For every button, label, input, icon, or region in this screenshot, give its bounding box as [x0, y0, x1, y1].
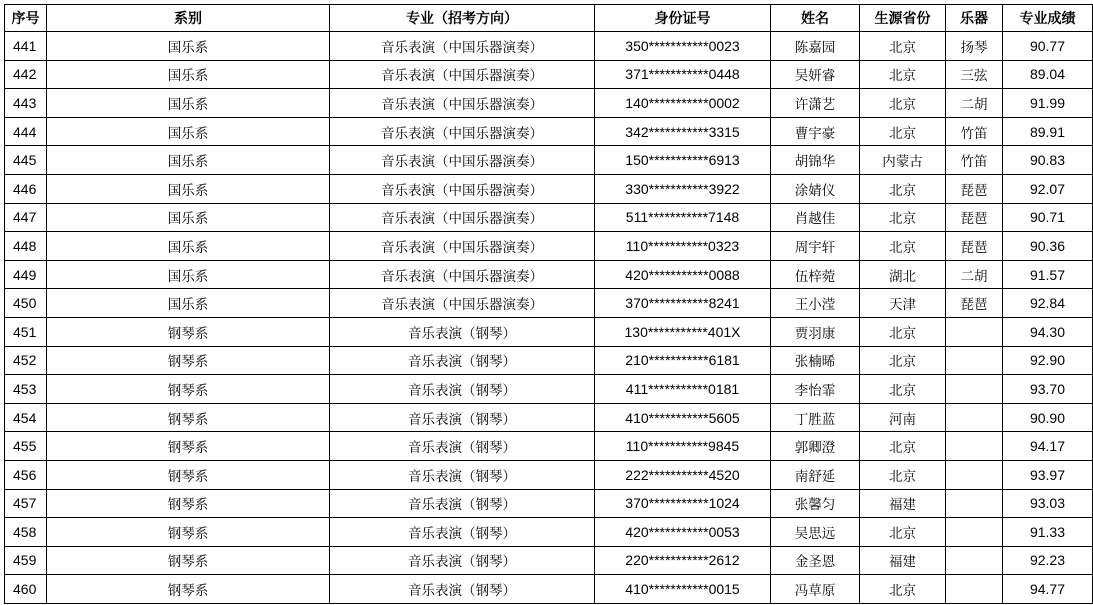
cell-id-number: 370***********8241 — [595, 289, 771, 318]
cell-province: 北京 — [860, 346, 946, 375]
cell-major: 音乐表演（钢琴） — [330, 518, 595, 547]
table-row — [5, 403, 1093, 432]
cell-name: 李怡霏 — [771, 375, 860, 404]
cell-province: 天津 — [860, 289, 946, 318]
cell-name: 南舒延 — [771, 460, 860, 489]
column-header-score: 专业成绩 — [1003, 5, 1093, 32]
cell-name: 肖越佳 — [771, 203, 860, 232]
cell-department: 国乐系 — [47, 89, 330, 118]
cell-name: 吴妍睿 — [771, 60, 860, 89]
cell-province: 北京 — [860, 518, 946, 547]
table-row — [5, 489, 1093, 518]
cell-major: 音乐表演（钢琴） — [330, 575, 595, 604]
table-row — [5, 232, 1093, 261]
cell-score: 89.04 — [1003, 60, 1093, 89]
cell-score: 94.30 — [1003, 317, 1093, 346]
column-header-department: 系别 — [47, 5, 330, 32]
cell-province: 内蒙古 — [860, 146, 946, 175]
cell-department: 钢琴系 — [47, 403, 330, 432]
cell-score: 94.77 — [1003, 575, 1093, 604]
cell-province: 福建 — [860, 489, 946, 518]
cell-major: 音乐表演（钢琴） — [330, 546, 595, 575]
cell-province: 北京 — [860, 117, 946, 146]
cell-major: 音乐表演（钢琴） — [330, 375, 595, 404]
cell-id-number: 110***********0323 — [595, 232, 771, 261]
cell-major: 音乐表演（钢琴） — [330, 432, 595, 461]
cell-province: 北京 — [860, 232, 946, 261]
cell-province: 北京 — [860, 60, 946, 89]
cell-score: 92.23 — [1003, 546, 1093, 575]
table-body — [5, 32, 1093, 604]
table-row — [5, 260, 1093, 289]
cell-major: 音乐表演（中国乐器演奏） — [330, 32, 595, 61]
table-row — [5, 89, 1093, 118]
cell-department: 钢琴系 — [47, 317, 330, 346]
cell-name: 伍梓菀 — [771, 260, 860, 289]
cell-index: 459 — [5, 546, 47, 575]
cell-name: 贾羽康 — [771, 317, 860, 346]
cell-name: 张馨匀 — [771, 489, 860, 518]
cell-id-number: 410***********0015 — [595, 575, 771, 604]
cell-instrument — [946, 317, 1003, 346]
cell-score: 90.36 — [1003, 232, 1093, 261]
cell-id-number: 370***********1024 — [595, 489, 771, 518]
cell-department: 国乐系 — [47, 260, 330, 289]
cell-major: 音乐表演（中国乐器演奏） — [330, 289, 595, 318]
cell-score: 91.33 — [1003, 518, 1093, 547]
cell-province: 北京 — [860, 375, 946, 404]
cell-score: 93.70 — [1003, 375, 1093, 404]
cell-province: 北京 — [860, 203, 946, 232]
cell-index: 451 — [5, 317, 47, 346]
cell-department: 国乐系 — [47, 232, 330, 261]
cell-index: 460 — [5, 575, 47, 604]
cell-instrument — [946, 432, 1003, 461]
cell-instrument — [946, 489, 1003, 518]
cell-instrument — [946, 346, 1003, 375]
admission-results-table — [4, 4, 1093, 604]
cell-index: 449 — [5, 260, 47, 289]
cell-instrument — [946, 575, 1003, 604]
cell-name: 吴思远 — [771, 518, 860, 547]
table-row — [5, 460, 1093, 489]
cell-id-number: 410***********5605 — [595, 403, 771, 432]
cell-name: 胡锦华 — [771, 146, 860, 175]
cell-id-number: 511***********7148 — [595, 203, 771, 232]
cell-id-number: 342***********3315 — [595, 117, 771, 146]
cell-major: 音乐表演（钢琴） — [330, 460, 595, 489]
cell-index: 452 — [5, 346, 47, 375]
cell-province: 北京 — [860, 32, 946, 61]
column-header-name: 姓名 — [771, 5, 860, 32]
cell-score: 94.17 — [1003, 432, 1093, 461]
cell-score: 90.83 — [1003, 146, 1093, 175]
cell-index: 454 — [5, 403, 47, 432]
cell-major: 音乐表演（钢琴） — [330, 317, 595, 346]
cell-name: 郭卿澄 — [771, 432, 860, 461]
cell-major: 音乐表演（中国乐器演奏） — [330, 232, 595, 261]
cell-score: 92.07 — [1003, 174, 1093, 203]
column-header-province: 生源省份 — [860, 5, 946, 32]
cell-name: 张楠晞 — [771, 346, 860, 375]
cell-major: 音乐表演（中国乐器演奏） — [330, 146, 595, 175]
cell-province: 湖北 — [860, 260, 946, 289]
table-row — [5, 432, 1093, 461]
cell-name: 金圣恩 — [771, 546, 860, 575]
table-row — [5, 575, 1093, 604]
cell-department: 国乐系 — [47, 203, 330, 232]
cell-score: 89.91 — [1003, 117, 1093, 146]
cell-department: 钢琴系 — [47, 432, 330, 461]
cell-id-number: 420***********0053 — [595, 518, 771, 547]
cell-major: 音乐表演（中国乐器演奏） — [330, 203, 595, 232]
cell-major: 音乐表演（钢琴） — [330, 403, 595, 432]
table-row — [5, 289, 1093, 318]
cell-major: 音乐表演（中国乐器演奏） — [330, 174, 595, 203]
cell-id-number: 210***********6181 — [595, 346, 771, 375]
cell-instrument — [946, 375, 1003, 404]
cell-score: 90.77 — [1003, 32, 1093, 61]
cell-major: 音乐表演（钢琴） — [330, 489, 595, 518]
cell-department: 国乐系 — [47, 289, 330, 318]
table-header-row — [5, 5, 1093, 32]
cell-name: 周宇轩 — [771, 232, 860, 261]
cell-id-number: 140***********0002 — [595, 89, 771, 118]
cell-score: 92.84 — [1003, 289, 1093, 318]
cell-department: 钢琴系 — [47, 489, 330, 518]
cell-instrument: 竹笛 — [946, 146, 1003, 175]
cell-index: 448 — [5, 232, 47, 261]
cell-index: 441 — [5, 32, 47, 61]
cell-name: 陈嘉园 — [771, 32, 860, 61]
table-row — [5, 375, 1093, 404]
table-row — [5, 317, 1093, 346]
column-header-id-number: 身份证号 — [595, 5, 771, 32]
column-header-major: 专业（招考方向） — [330, 5, 595, 32]
cell-major: 音乐表演（中国乐器演奏） — [330, 260, 595, 289]
cell-index: 445 — [5, 146, 47, 175]
cell-major: 音乐表演（钢琴） — [330, 346, 595, 375]
cell-instrument: 三弦 — [946, 60, 1003, 89]
cell-id-number: 411***********0181 — [595, 375, 771, 404]
cell-department: 钢琴系 — [47, 546, 330, 575]
cell-department: 钢琴系 — [47, 346, 330, 375]
cell-index: 453 — [5, 375, 47, 404]
cell-id-number: 420***********0088 — [595, 260, 771, 289]
cell-score: 92.90 — [1003, 346, 1093, 375]
cell-instrument: 琵琶 — [946, 289, 1003, 318]
cell-instrument — [946, 546, 1003, 575]
cell-instrument — [946, 460, 1003, 489]
cell-name: 许潇艺 — [771, 89, 860, 118]
cell-instrument: 琵琶 — [946, 203, 1003, 232]
cell-id-number: 371***********0448 — [595, 60, 771, 89]
cell-index: 457 — [5, 489, 47, 518]
cell-index: 456 — [5, 460, 47, 489]
column-header-index: 序号 — [5, 5, 47, 32]
cell-major: 音乐表演（中国乐器演奏） — [330, 89, 595, 118]
cell-id-number: 350***********0023 — [595, 32, 771, 61]
cell-instrument: 二胡 — [946, 260, 1003, 289]
cell-province: 河南 — [860, 403, 946, 432]
cell-instrument: 二胡 — [946, 89, 1003, 118]
cell-index: 458 — [5, 518, 47, 547]
cell-instrument: 竹笛 — [946, 117, 1003, 146]
cell-name: 丁胜蓝 — [771, 403, 860, 432]
table-row — [5, 346, 1093, 375]
cell-province: 北京 — [860, 432, 946, 461]
cell-score: 93.03 — [1003, 489, 1093, 518]
cell-score: 91.99 — [1003, 89, 1093, 118]
cell-name: 涂婧仪 — [771, 174, 860, 203]
cell-score: 93.97 — [1003, 460, 1093, 489]
cell-province: 北京 — [860, 174, 946, 203]
cell-department: 国乐系 — [47, 60, 330, 89]
cell-score: 90.90 — [1003, 403, 1093, 432]
cell-index: 444 — [5, 117, 47, 146]
table-row — [5, 174, 1093, 203]
cell-province: 福建 — [860, 546, 946, 575]
cell-instrument — [946, 403, 1003, 432]
table-row — [5, 60, 1093, 89]
cell-name: 王小滢 — [771, 289, 860, 318]
cell-id-number: 130***********401X — [595, 317, 771, 346]
cell-instrument: 琵琶 — [946, 232, 1003, 261]
cell-score: 90.71 — [1003, 203, 1093, 232]
table-row — [5, 546, 1093, 575]
cell-index: 446 — [5, 174, 47, 203]
cell-department: 国乐系 — [47, 32, 330, 61]
cell-name: 曹宇豪 — [771, 117, 860, 146]
cell-major: 音乐表演（中国乐器演奏） — [330, 117, 595, 146]
cell-department: 钢琴系 — [47, 518, 330, 547]
cell-id-number: 330***********3922 — [595, 174, 771, 203]
cell-instrument: 琵琶 — [946, 174, 1003, 203]
cell-department: 钢琴系 — [47, 460, 330, 489]
table-row — [5, 117, 1093, 146]
cell-name: 冯草原 — [771, 575, 860, 604]
cell-department: 国乐系 — [47, 117, 330, 146]
cell-index: 447 — [5, 203, 47, 232]
cell-instrument: 扬琴 — [946, 32, 1003, 61]
cell-id-number: 222***********4520 — [595, 460, 771, 489]
cell-province: 北京 — [860, 89, 946, 118]
cell-index: 442 — [5, 60, 47, 89]
table-row — [5, 518, 1093, 547]
cell-instrument — [946, 518, 1003, 547]
cell-score: 91.57 — [1003, 260, 1093, 289]
column-header-instrument: 乐器 — [946, 5, 1003, 32]
cell-province: 北京 — [860, 317, 946, 346]
cell-id-number: 110***********9845 — [595, 432, 771, 461]
cell-department: 国乐系 — [47, 146, 330, 175]
cell-province: 北京 — [860, 460, 946, 489]
cell-index: 443 — [5, 89, 47, 118]
cell-department: 钢琴系 — [47, 575, 330, 604]
cell-id-number: 150***********6913 — [595, 146, 771, 175]
cell-department: 国乐系 — [47, 174, 330, 203]
cell-index: 455 — [5, 432, 47, 461]
cell-department: 钢琴系 — [47, 375, 330, 404]
cell-major: 音乐表演（中国乐器演奏） — [330, 60, 595, 89]
table-row — [5, 203, 1093, 232]
cell-id-number: 220***********2612 — [595, 546, 771, 575]
table-row — [5, 146, 1093, 175]
cell-province: 北京 — [860, 575, 946, 604]
cell-index: 450 — [5, 289, 47, 318]
results-sheet — [4, 4, 1076, 604]
table-row — [5, 32, 1093, 61]
